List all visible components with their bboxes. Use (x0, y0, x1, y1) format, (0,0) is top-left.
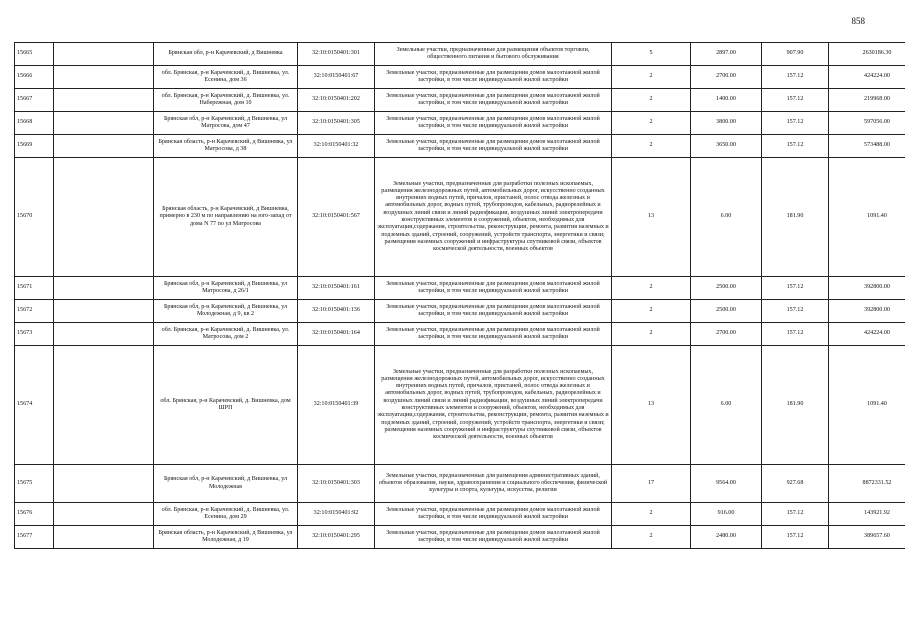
address-cell: Брянская обл, р-н Карачевский, д Вишневка, ул Молодежная, д 9, кв 2 (154, 300, 298, 323)
cadastral-number-cell: 32:10:0150401:39 (298, 346, 375, 465)
cadastral-value-cell: 389657.60 (829, 526, 905, 549)
specific-value-cell: 181.90 (762, 346, 829, 465)
area-cell: 6.00 (691, 346, 762, 465)
empty-cell (54, 323, 154, 346)
specific-value-cell: 157.12 (762, 526, 829, 549)
specific-value-cell: 157.12 (762, 135, 829, 158)
cadastral-number-cell: 32:10:0150401:92 (298, 503, 375, 526)
permitted-use-cell: Земельные участки, предназначенные для размещения объектов торговли, общественного питания и бытового обслуживания (375, 43, 612, 66)
empty-cell (54, 465, 154, 503)
row-number-cell: 15675 (15, 465, 54, 503)
cadastral-value-cell: 392800.00 (829, 277, 905, 300)
specific-value-cell: 157.12 (762, 66, 829, 89)
table-row (15, 300, 905, 323)
use-group-cell: 2 (612, 66, 691, 89)
cadastral-number-cell: 32:10:0150401:305 (298, 112, 375, 135)
table-row (15, 158, 905, 277)
specific-value-cell: 927.68 (762, 465, 829, 503)
permitted-use-cell: Земельные участки, предназначенные для размещения домов малоэтажной жилой застройки, в том числе индивидуальной жилой застройки (375, 135, 612, 158)
table-row (15, 346, 905, 465)
row-number-cell: 15673 (15, 323, 54, 346)
row-number-cell: 15672 (15, 300, 54, 323)
table-row (15, 66, 905, 89)
address-cell: обл. Брянская, р-н Карачевский, д. Вишневка, дом ШРП (154, 346, 298, 465)
specific-value-cell: 157.12 (762, 89, 829, 112)
specific-value-cell: 157.12 (762, 277, 829, 300)
use-group-cell: 2 (612, 89, 691, 112)
area-cell: 2480.00 (691, 526, 762, 549)
empty-cell (54, 277, 154, 300)
empty-cell (54, 66, 154, 89)
page-number: 858 (851, 16, 865, 26)
empty-cell (54, 89, 154, 112)
use-group-cell: 17 (612, 465, 691, 503)
use-group-cell: 2 (612, 135, 691, 158)
use-group-cell: 2 (612, 526, 691, 549)
table-body (15, 43, 905, 549)
table-row (15, 277, 905, 300)
permitted-use-cell: Земельные участки, предназначенные для размещения домов малоэтажной жилой застройки, в том числе индивидуальной жилой застройки (375, 277, 612, 300)
row-number-cell: 15670 (15, 158, 54, 277)
table-row (15, 503, 905, 526)
permitted-use-cell: Земельные участки, предназначенные для размещения домов малоэтажной жилой застройки, в том числе индивидуальной жилой застройки (375, 526, 612, 549)
permitted-use-cell: Земельные участки, предназначенные для размещения административных зданий, объектов образования, науки, здравоохранения и социального обеспечения, физической культуры и спорта, культуры, искусства, религии (375, 465, 612, 503)
cadastral-number-cell: 32:10:0150401:301 (298, 43, 375, 66)
area-cell: 2700.00 (691, 323, 762, 346)
cadastral-number-cell: 32:10:0150401:136 (298, 300, 375, 323)
cadastral-value-cell: 424224.00 (829, 323, 905, 346)
permitted-use-cell: Земельные участки, предназначенные для разработки полезных ископаемых, размещения железнодорожных путей, автомобильных дорог, искусственно созданных внутренних водных путей, причалов, пристаней, полос отвода железных и автомобильных дорог, водных путей, трубопроводов, кабельных, радиорелейных и воздушных линий связи и линий радиофикации, воздушных линий электропередачи конструктивных элементов и сооружений, объектов, необходимых для эксплуатации,содержания, строительства, реконструкции, ремонта, развития наземных и подземных зданий, строений, сооружений, устройств транспорта, энергетики и связи; размещения наземных сооружений и инфраструктуры спутниковой связи, объектов космической деятельности, военных объектов (375, 158, 612, 277)
address-cell: Брянская область, р-н Карачевский, д Вишневка, ул Молодежная, д 19 (154, 526, 298, 549)
empty-cell (54, 526, 154, 549)
area-cell: 2897.00 (691, 43, 762, 66)
address-cell: Брянская область, р-н Карачевский, д Вишневка, примерно в 230 м по направлению на юго-запад от дома N 77 по ул Матросова (154, 158, 298, 277)
cadastral-value-cell: 1091.40 (829, 158, 905, 277)
table-row (15, 135, 905, 158)
use-group-cell: 2 (612, 503, 691, 526)
table-row (15, 112, 905, 135)
area-cell: 2500.00 (691, 300, 762, 323)
permitted-use-cell: Земельные участки, предназначенные для разработки полезных ископаемых, размещения железнодорожных путей, автомобильных дорог, искусственно созданных внутренних водных путей, причалов, пристаней, полос отвода железных и автомобильных дорог, водных путей, трубопроводов, кабельных, радиорелейных и воздушных линий связи и линий радиофикации, воздушных линий электропередачи конструктивных элементов и сооружений, объектов, необходимых для эксплуатации,содержания, строительства, реконструкции, ремонта, развития наземных и подземных зданий, строений, сооружений, устройств транспорта, энергетики и связи; размещения наземных сооружений и инфраструктуры спутниковой связи, объектов космической деятельности, военных объектов (375, 346, 612, 465)
area-cell: 2500.00 (691, 277, 762, 300)
cadastral-value-cell: 597056.00 (829, 112, 905, 135)
permitted-use-cell: Земельные участки, предназначенные для размещения домов малоэтажной жилой застройки, в том числе индивидуальной жилой застройки (375, 89, 612, 112)
table-row (15, 323, 905, 346)
empty-cell (54, 135, 154, 158)
cadastral-value-cell: 392800.00 (829, 300, 905, 323)
cadastral-value-cell: 8872331.52 (829, 465, 905, 503)
table-row (15, 89, 905, 112)
address-cell: Брянская обл, р-н Карачевский, д Вишневка, ул Молодежная (154, 465, 298, 503)
cadastral-number-cell: 32:10:0150401:202 (298, 89, 375, 112)
row-number-cell: 15665 (15, 43, 54, 66)
specific-value-cell: 907.90 (762, 43, 829, 66)
empty-cell (54, 346, 154, 465)
permitted-use-cell: Земельные участки, предназначенные для размещения домов малоэтажной жилой застройки, в том числе индивидуальной жилой застройки (375, 66, 612, 89)
cadastral-number-cell: 32:10:0150401:67 (298, 66, 375, 89)
row-number-cell: 15676 (15, 503, 54, 526)
table-row (15, 43, 905, 66)
use-group-cell: 13 (612, 346, 691, 465)
cadastral-value-cell: 573488.00 (829, 135, 905, 158)
row-number-cell: 15671 (15, 277, 54, 300)
row-number-cell: 15667 (15, 89, 54, 112)
row-number-cell: 15677 (15, 526, 54, 549)
cadastral-number-cell: 32:10:0150401:567 (298, 158, 375, 277)
area-cell: 3800.00 (691, 112, 762, 135)
cadastral-number-cell: 32:10:0150401:164 (298, 323, 375, 346)
table-row (15, 465, 905, 503)
permitted-use-cell: Земельные участки, предназначенные для размещения домов малоэтажной жилой застройки, в том числе индивидуальной жилой застройки (375, 323, 612, 346)
cadastral-value-cell: 143921.92 (829, 503, 905, 526)
cadastral-value-cell: 424224.00 (829, 66, 905, 89)
row-number-cell: 15669 (15, 135, 54, 158)
specific-value-cell: 157.12 (762, 300, 829, 323)
area-cell: 9564.00 (691, 465, 762, 503)
cadastral-value-table (14, 42, 905, 549)
permitted-use-cell: Земельные участки, предназначенные для размещения домов малоэтажной жилой застройки, в том числе индивидуальной жилой застройки (375, 112, 612, 135)
address-cell: обл. Брянская, р-н Карачевский, д. Вишневка, ул. Набережная, дом 10 (154, 89, 298, 112)
use-group-cell: 5 (612, 43, 691, 66)
address-cell: Брянская обл, р-н Карачевский, д Вишневка, ул Матросова, д 26/1 (154, 277, 298, 300)
cadastral-number-cell: 32:10:0150401:32 (298, 135, 375, 158)
cadastral-value-cell: 1091.40 (829, 346, 905, 465)
cadastral-value-cell: 2630186.30 (829, 43, 905, 66)
use-group-cell: 13 (612, 158, 691, 277)
area-cell: 916.00 (691, 503, 762, 526)
specific-value-cell: 181.90 (762, 158, 829, 277)
empty-cell (54, 503, 154, 526)
address-cell: Брянская обл, р-н Карачевский, д Вишневка, ул Матросова, дом 47 (154, 112, 298, 135)
address-cell: обл. Брянская, р-н Карачевский, д. Вишневка, ул. Есенина, дом 36 (154, 66, 298, 89)
area-cell: 6.00 (691, 158, 762, 277)
use-group-cell: 2 (612, 277, 691, 300)
row-number-cell: 15674 (15, 346, 54, 465)
use-group-cell: 2 (612, 300, 691, 323)
specific-value-cell: 157.12 (762, 503, 829, 526)
table-row (15, 526, 905, 549)
empty-cell (54, 300, 154, 323)
permitted-use-cell: Земельные участки, предназначенные для размещения домов малоэтажной жилой застройки, в том числе индивидуальной жилой застройки (375, 300, 612, 323)
empty-cell (54, 158, 154, 277)
cadastral-number-cell: 32:10:0150401:295 (298, 526, 375, 549)
address-cell: обл. Брянская, р-н Карачевский, д. Вишневка, ул. Матросова, дом 2 (154, 323, 298, 346)
empty-cell (54, 112, 154, 135)
address-cell: Брянская обл, р-н Карачевский, д Вишневка (154, 43, 298, 66)
area-cell: 3650.00 (691, 135, 762, 158)
area-cell: 2700.00 (691, 66, 762, 89)
address-cell: Брянская область, р-н Карачевский, д Вишневка, ул Матросова, д 38 (154, 135, 298, 158)
area-cell: 1400.00 (691, 89, 762, 112)
use-group-cell: 2 (612, 323, 691, 346)
row-number-cell: 15668 (15, 112, 54, 135)
permitted-use-cell: Земельные участки, предназначенные для размещения домов малоэтажной жилой застройки, в том числе индивидуальной жилой застройки (375, 503, 612, 526)
cadastral-number-cell: 32:10:0150401:161 (298, 277, 375, 300)
empty-cell (54, 43, 154, 66)
use-group-cell: 2 (612, 112, 691, 135)
cadastral-value-cell: 219968.00 (829, 89, 905, 112)
specific-value-cell: 157.12 (762, 323, 829, 346)
cadastral-number-cell: 32:10:0150401:303 (298, 465, 375, 503)
specific-value-cell: 157.12 (762, 112, 829, 135)
row-number-cell: 15666 (15, 66, 54, 89)
address-cell: обл. Брянская, р-н Карачевский, д. Вишневка, ул. Есенина, дом 29 (154, 503, 298, 526)
